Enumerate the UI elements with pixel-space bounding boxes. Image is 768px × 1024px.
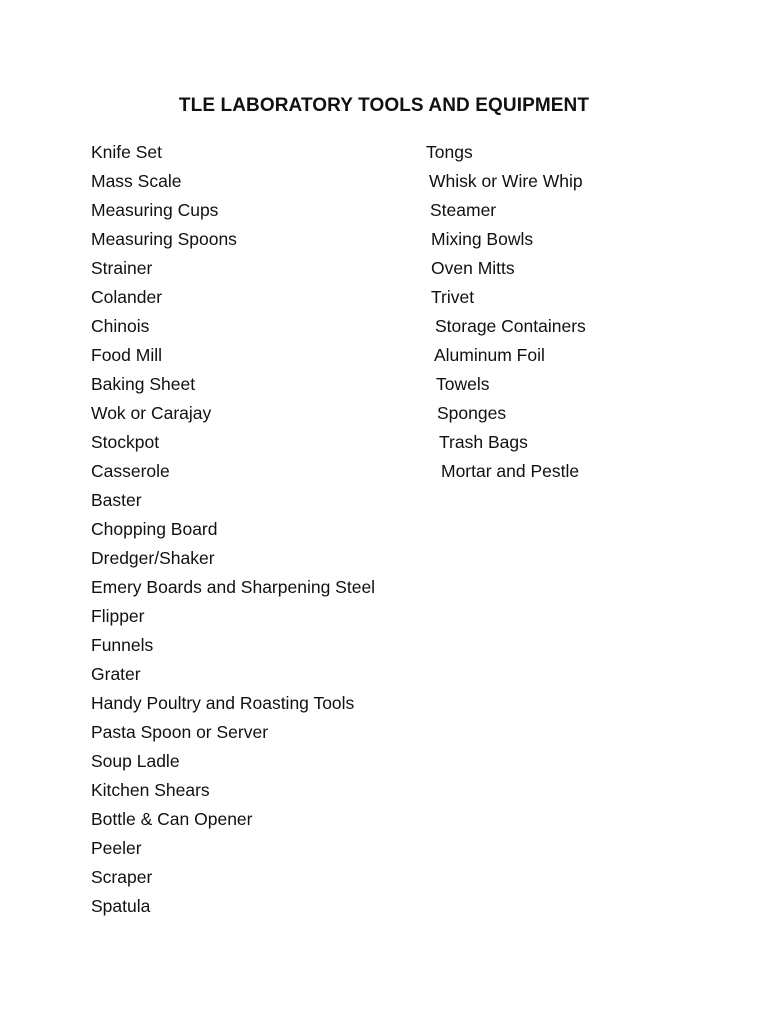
list-item: Steamer — [430, 200, 497, 220]
list-item: Kitchen Shears — [91, 780, 210, 800]
list-item: Knife Set — [91, 142, 163, 162]
list-item: Bottle & Can Opener — [91, 809, 253, 829]
left-column-list — [91, 138, 411, 921]
list-item: Measuring Spoons — [91, 229, 237, 249]
list-item: Grater — [91, 664, 141, 684]
list-item: Aluminum Foil — [434, 345, 545, 365]
list-item: Baking Sheet — [91, 374, 196, 394]
list-item: Sponges — [437, 403, 507, 423]
list-item: Funnels — [91, 635, 154, 655]
list-item: Emery Boards and Sharpening Steel — [91, 577, 376, 597]
list-item: Handy Poultry and Roasting Tools — [91, 693, 355, 713]
list-item: Chinois — [91, 316, 150, 336]
list-item: Casserole — [91, 461, 170, 481]
list-item: Stockpot — [91, 432, 160, 452]
list-item: Food Mill — [91, 345, 162, 365]
right-column-list — [426, 138, 746, 486]
list-item: Spatula — [91, 896, 151, 916]
list-item: Whisk or Wire Whip — [429, 171, 583, 191]
list-item: Dredger/Shaker — [91, 548, 215, 568]
list-item: Towels — [436, 374, 490, 394]
list-item: Tongs — [426, 142, 473, 162]
list-item: Chopping Board — [91, 519, 218, 539]
list-item: Trash Bags — [439, 432, 528, 452]
list-item: Mortar and Pestle — [441, 461, 580, 481]
list-item: Soup Ladle — [91, 751, 180, 771]
list-item: Peeler — [91, 838, 142, 858]
list-item: Flipper — [91, 606, 145, 626]
list-item: Baster — [91, 490, 142, 510]
list-item: Oven Mitts — [431, 258, 515, 278]
list-item: Storage Containers — [435, 316, 586, 336]
list-item: Strainer — [91, 258, 153, 278]
list-item: Trivet — [431, 287, 475, 307]
list-item: Scraper — [91, 867, 153, 887]
list-item: Mixing Bowls — [431, 229, 534, 249]
list-item: Colander — [91, 287, 163, 307]
page-title: TLE LABORATORY TOOLS AND EQUIPMENT — [178, 95, 590, 116]
list-item: Measuring Cups — [91, 200, 219, 220]
list-item: Mass Scale — [91, 171, 182, 191]
list-item: Pasta Spoon or Server — [91, 722, 269, 742]
list-item: Wok or Carajay — [91, 403, 212, 423]
